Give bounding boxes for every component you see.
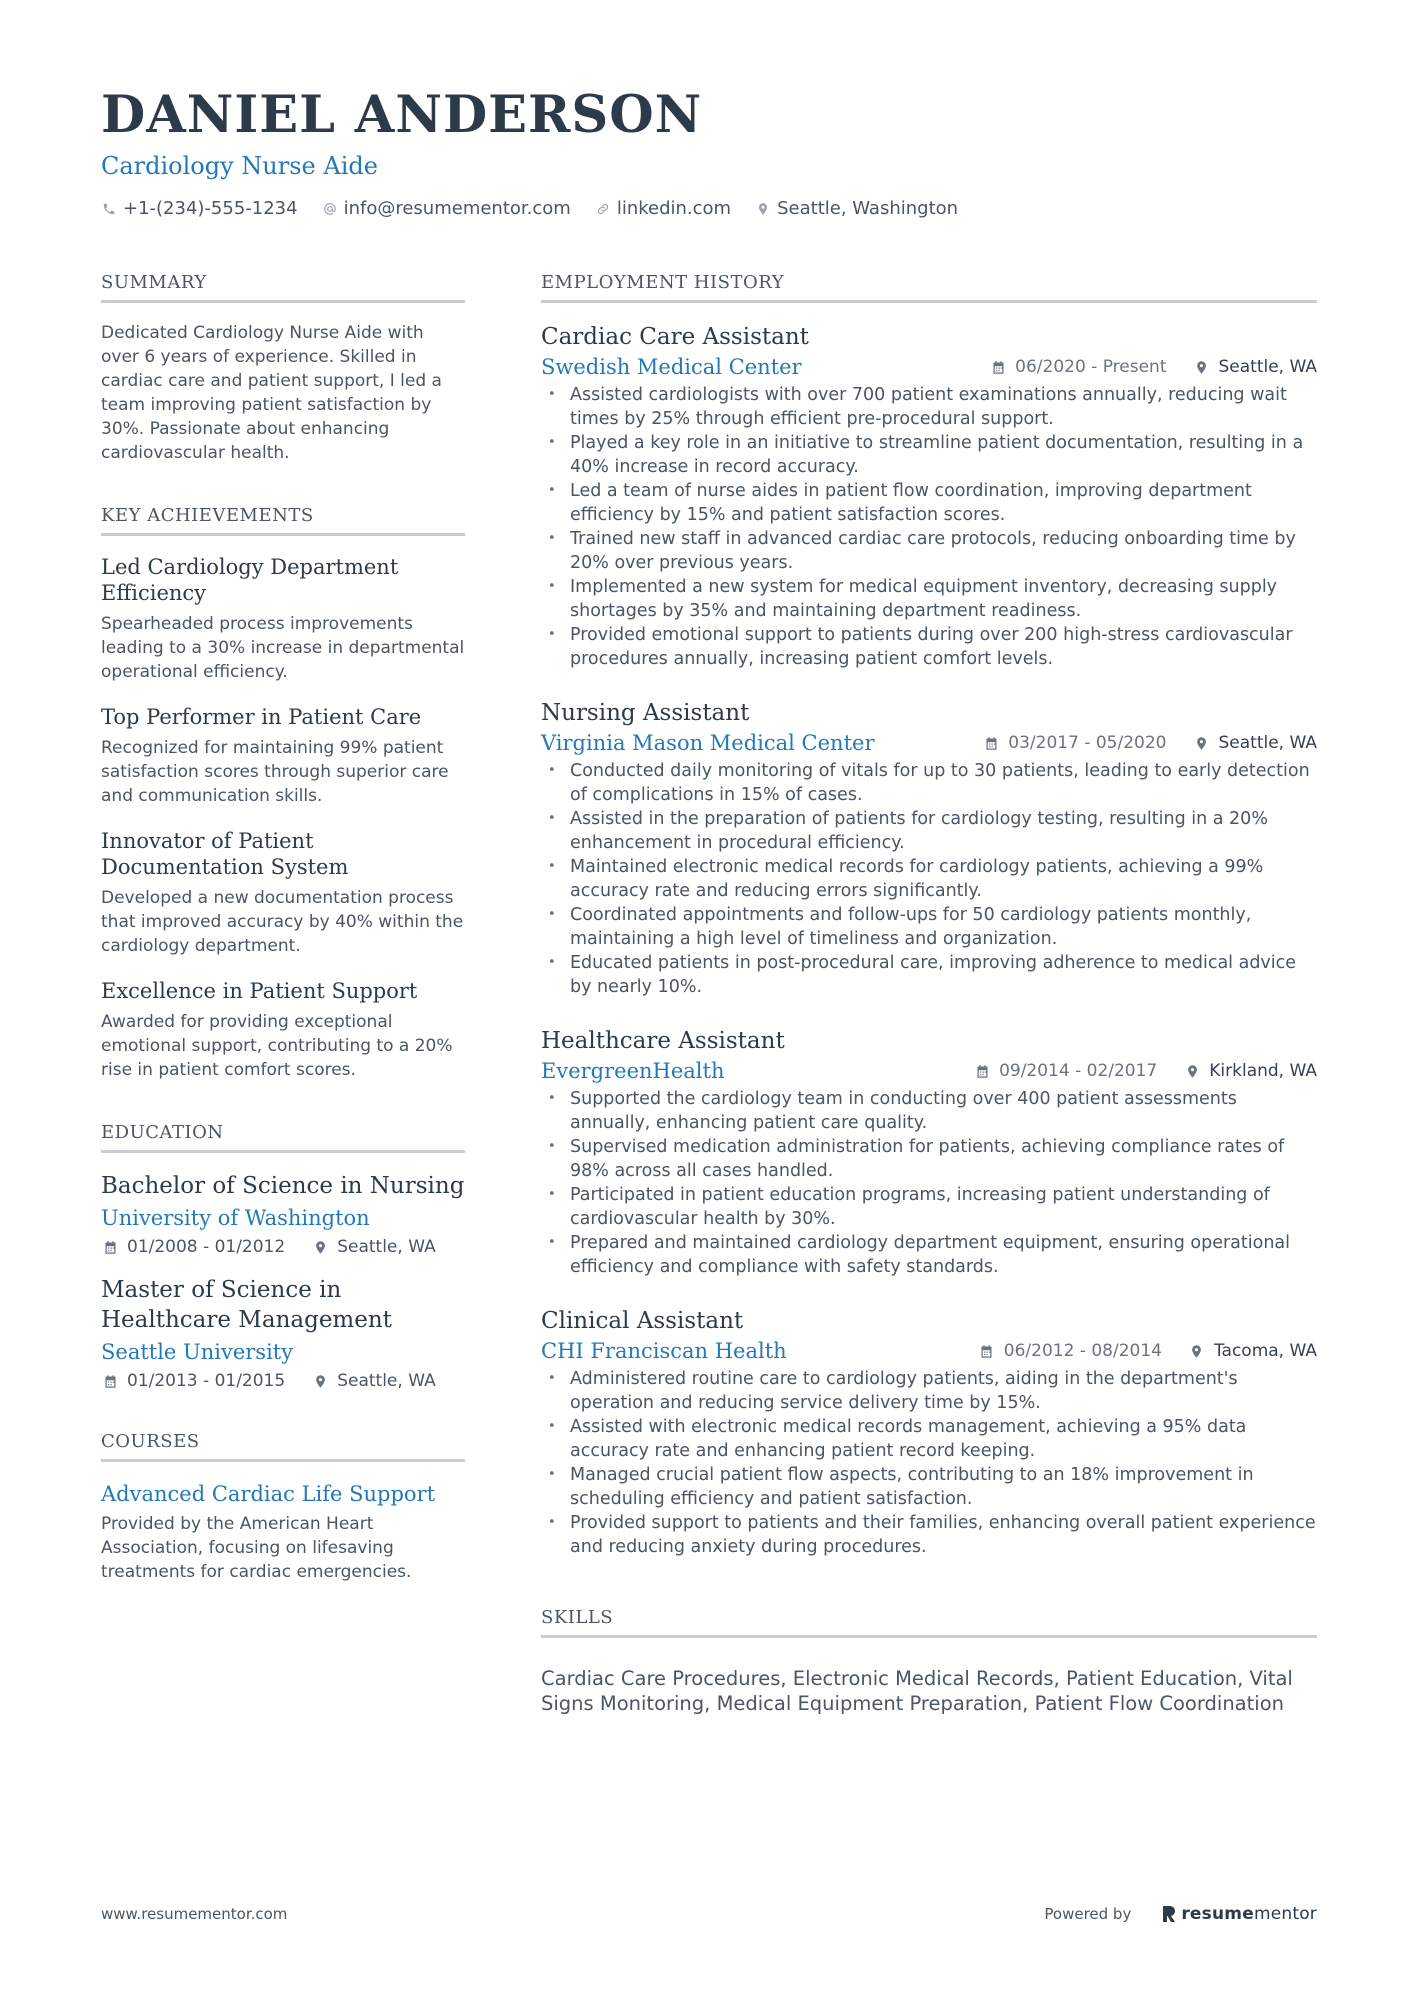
left-column [101,272,465,1616]
course-text: Provided by the American Heart Association, focusing on lifesaving treatments for cardiac emergencies. [101,1514,412,1582]
job-bullet: • Participated in patient education programs, increasing patient understanding of cardiovascular health by 30%. [541,1183,1317,1231]
job-company: CHI Franciscan Health [541,1339,787,1363]
job-dates: 06/2020 - Present [1015,357,1167,377]
job-bullet: • Prepared and maintained cardiology department equipment, ensuring operational efficiency and compliance with safety standards. [541,1231,1317,1279]
job-item [541,1305,1317,1559]
achievement-text: Developed a new documentation process that improved accuracy by 40% within the cardiology department. [101,888,464,956]
job-bullets [541,383,1317,671]
calendar-icon [973,1062,991,1080]
job-item [541,1025,1317,1279]
calendar-icon [978,1342,996,1360]
footer-brand [1044,1904,1317,1924]
skills-section [541,1607,1317,1716]
candidate-role: Cardiology Nurse Aide [101,152,378,180]
right-column [541,272,1317,1716]
job-location: Seattle, WA [1218,357,1317,377]
job-company: EvergreenHealth [541,1059,725,1083]
education-title: EDUCATION [101,1122,465,1153]
job-bullet: • Assisted cardiologists with over 700 patient examinations annually, reducing wait times by 25% through efficient pre-procedural support. [541,383,1317,431]
job-bullet: • Conducted daily monitoring of vitals for up to 30 patients, leading to early detection of complications in 15% of cases. [541,759,1317,807]
education-location: Seattle, WA [337,1237,436,1257]
achievement-title: Led Cardiology Department Efficiency [101,555,399,605]
contact-bar [101,198,1321,219]
job-bullets [541,759,1317,999]
education-item [101,1275,465,1391]
education-degree: Master of Science in Healthcare Management [101,1277,392,1333]
job-item [541,697,1317,999]
employment-title: EMPLOYMENT HISTORY [541,272,1317,303]
linkedin-text: linkedin.com [616,198,732,219]
job-title: Cardiac Care Assistant [541,324,809,350]
job-dates: 09/2014 - 02/2017 [999,1061,1158,1081]
courses-section [101,1431,465,1584]
phone-icon [101,201,117,217]
contact-email[interactable] [322,198,571,219]
job-bullet: • Maintained electronic medical records for cardiology patients, achieving a 99% accuracy rate and reducing errors significantly. [541,855,1317,903]
summary-section [101,272,465,465]
course-item [101,1480,465,1584]
job-company: Virginia Mason Medical Center [541,731,875,755]
map-pin-icon [1188,1342,1206,1360]
summary-text: Dedicated Cardiology Nurse Aide with over 6 years of experience. Skilled in cardiac care and patient support, I led a team improving patient satisfaction by 30%. Passionate about enhancing cardiovascular health. [101,323,442,463]
map-pin-icon [1193,358,1211,376]
footer-website[interactable]: www.resumementor.com [101,1905,288,1923]
contact-location [755,198,958,219]
employment-section [541,272,1317,1559]
achievement-title: Excellence in Patient Support [101,979,418,1003]
job-bullet: • Trained new staff in advanced cardiac care protocols, reducing onboarding time by 20% over previous years. [541,527,1317,575]
education-item [101,1171,465,1257]
calendar-icon [989,358,1007,376]
achievement-item [101,978,465,1082]
map-pin-icon [755,201,771,217]
job-meta [952,1341,1317,1361]
job-bullet: • Administered routine care to cardiology patients, aiding in the department's operation and reducing service delivery time by 15%. [541,1367,1317,1415]
resume-header [101,84,1321,219]
job-bullet: • Played a key role in an initiative to streamline patient documentation, resulting in a 40% increase in record accuracy. [541,431,1317,479]
achievement-text: Spearheaded process improvements leading to a 30% increase in departmental operational efficiency. [101,614,465,682]
job-bullet: • Supported the cardiology team in conducting over 400 patient assessments annually, enhancing patient care quality. [541,1087,1317,1135]
skills-text: Cardiac Care Procedures, Electronic Medical Records, Patient Education, Vital Signs Monitoring, Medical Equipment Preparation, Patient Flow Coordination [541,1667,1293,1715]
job-bullet: • Provided emotional support to patients during over 200 high-stress cardiovascular procedures annually, increasing patient comfort levels. [541,623,1317,671]
achievement-item [101,828,465,958]
job-company: Swedish Medical Center [541,355,802,379]
education-section [101,1122,465,1391]
map-pin-icon [311,1238,329,1256]
map-pin-icon [1183,1062,1201,1080]
job-bullet: • Coordinated appointments and follow-ups for 50 cardiology patients monthly, maintaining a high level of timeliness and organization. [541,903,1317,951]
link-icon [595,201,611,217]
job-bullet: • Provided support to patients and their families, enhancing overall patient experience and reducing anxiety during procedures. [541,1511,1317,1559]
job-title: Clinical Assistant [541,1308,744,1334]
job-bullet: • Implemented a new system for medical equipment inventory, decreasing supply shortages by 35% and maintaining department readiness. [541,575,1317,623]
education-school: Seattle University [101,1340,294,1364]
calendar-icon [101,1238,119,1256]
job-location: Seattle, WA [1218,733,1317,753]
achievements-section [101,505,465,1082]
education-dates: 01/2013 - 01/2015 [127,1371,286,1391]
at-icon [322,201,338,217]
achievement-item [101,704,465,808]
achievement-title: Top Performer in Patient Care [101,705,422,729]
summary-title: SUMMARY [101,272,465,303]
map-pin-icon [311,1372,329,1390]
achievement-text: Awarded for providing exceptional emotional support, contributing to a 20% rise in patient comfort scores. [101,1012,453,1080]
job-title: Healthcare Assistant [541,1028,785,1054]
job-location: Kirkland, WA [1209,1061,1317,1081]
job-bullet: • Assisted with electronic medical records management, achieving a 95% data accuracy rate and enhancing patient record keeping. [541,1415,1317,1463]
job-item [541,321,1317,671]
contact-linkedin[interactable] [595,198,731,219]
resumementor-logo-text: resumementor [1181,1904,1317,1924]
job-meta [963,357,1317,377]
powered-by-text: Powered by [1044,1905,1132,1923]
job-bullet: • Led a team of nurse aides in patient flow coordination, improving department efficiency by 15% and patient satisfaction scores. [541,479,1317,527]
map-pin-icon [1193,734,1211,752]
course-title: Advanced Cardiac Life Support [101,1482,436,1506]
location-text: Seattle, Washington [777,198,959,219]
footer [101,1904,1317,1924]
calendar-icon [982,734,1000,752]
job-bullets [541,1367,1317,1559]
job-meta [947,1061,1317,1081]
achievement-item [101,554,465,684]
job-bullets [541,1087,1317,1279]
education-location: Seattle, WA [337,1371,436,1391]
contact-phone[interactable] [101,198,298,219]
phone-text: +1-(234)-555-1234 [123,198,298,219]
resumementor-logo-icon [1161,1904,1177,1924]
job-bullet: • Assisted in the preparation of patients for cardiology testing, resulting in a 20% enhancement in procedural efficiency. [541,807,1317,855]
education-degree: Bachelor of Science in Nursing [101,1173,465,1199]
education-school: University of Washington [101,1206,370,1230]
job-bullet: • Managed crucial patient flow aspects, contributing to an 18% improvement in scheduling efficiency and patient satisfaction. [541,1463,1317,1511]
achievement-text: Recognized for maintaining 99% patient satisfaction scores through superior care and communication skills. [101,738,449,806]
education-meta [101,1371,465,1391]
job-dates: 06/2012 - 08/2014 [1003,1341,1162,1361]
achievement-title: Innovator of Patient Documentation System [101,829,349,879]
education-meta [101,1237,465,1257]
candidate-name: DANIEL ANDERSON [101,85,703,145]
job-location: Tacoma, WA [1213,1341,1317,1361]
calendar-icon [101,1372,119,1390]
job-bullet: • Educated patients in post-procedural care, improving adherence to medical advice by nearly 10%. [541,951,1317,999]
achievements-title: KEY ACHIEVEMENTS [101,505,465,536]
education-dates: 01/2008 - 01/2012 [127,1237,286,1257]
job-title: Nursing Assistant [541,700,750,726]
job-bullet: • Supervised medication administration for patients, achieving compliance rates of 98% across all cases handled. [541,1135,1317,1183]
email-text: info@resumementor.com [343,198,571,219]
courses-title: COURSES [101,1431,465,1462]
skills-title: SKILLS [541,1607,1317,1638]
job-meta [956,733,1317,753]
job-dates: 03/2017 - 05/2020 [1008,733,1167,753]
